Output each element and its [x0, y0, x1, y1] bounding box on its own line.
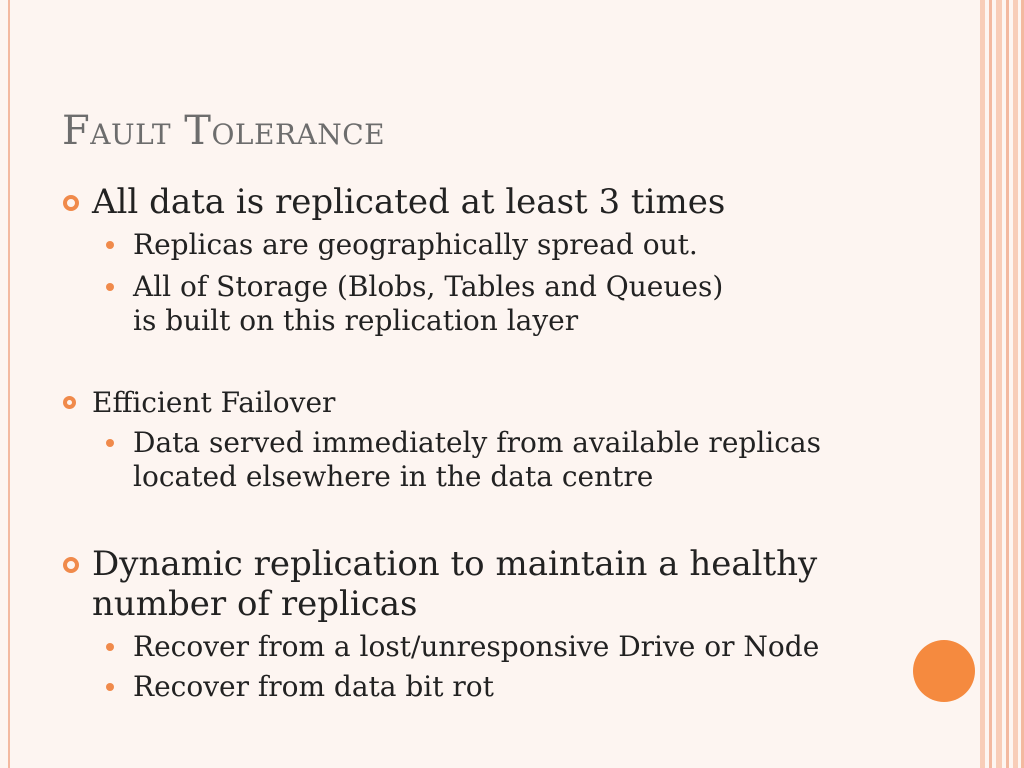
sub-bullet-item — [62, 630, 862, 664]
sub-bullet-text: Replicas are geographically spread out. — [133, 228, 698, 261]
dot-bullet-icon — [106, 643, 114, 651]
right-decorative-stripes — [980, 0, 1024, 768]
decorative-circle — [913, 640, 975, 702]
dot-bullet-icon — [106, 241, 114, 249]
dot-bullet-icon — [106, 283, 114, 291]
sub-bullet-item — [62, 670, 862, 704]
dot-bullet-icon — [106, 683, 114, 691]
bullet-item — [62, 544, 862, 624]
bullet-text: All data is replicated at least 3 times — [92, 182, 726, 222]
sub-bullet-text: All of Storage (Blobs, Tables and Queues) — [133, 270, 724, 303]
left-border-line — [8, 0, 10, 768]
slide-title: Fault Tolerance — [62, 108, 386, 154]
ring-bullet-icon — [63, 195, 79, 211]
bullet-text: Dynamic replication to maintain a healthy — [92, 544, 818, 584]
bullet-list — [62, 182, 862, 704]
sub-bullet-item — [62, 270, 862, 338]
bullet-text-continued: number of replicas — [92, 584, 418, 624]
bullet-text: Efficient Failover — [92, 386, 336, 419]
dot-bullet-icon — [106, 439, 114, 447]
ring-bullet-icon — [63, 396, 76, 409]
sub-bullet-item — [62, 426, 862, 494]
sub-bullet-text: Recover from a lost/unresponsive Drive or Node — [133, 630, 820, 663]
sub-bullet-item — [62, 228, 862, 262]
sub-bullet-text: Recover from data bit rot — [133, 670, 494, 703]
bullet-item — [62, 386, 862, 419]
sub-bullet-text-continued: located elsewhere in the data centre — [133, 460, 654, 493]
sub-bullet-text: Data served immediately from available replicas — [133, 426, 821, 459]
bullet-item — [62, 182, 862, 222]
sub-bullet-text-continued: is built on this replication layer — [133, 304, 579, 337]
ring-bullet-icon — [63, 557, 79, 573]
